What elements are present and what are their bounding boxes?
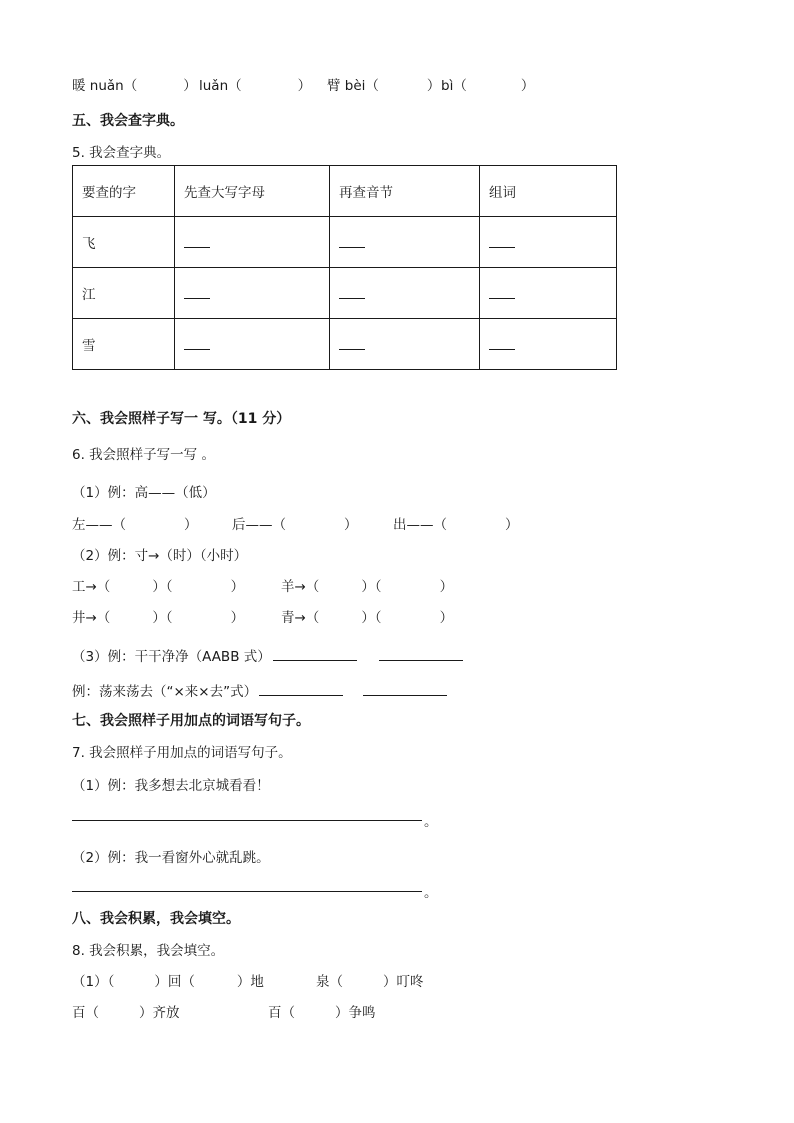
section-5-heading: 五、我会查字典。: [72, 113, 184, 129]
answer-blank[interactable]: [363, 683, 447, 696]
section-8-heading: 八、我会积累，我会填空。: [72, 911, 240, 927]
pinyin-item: bì（ ）: [441, 78, 535, 94]
pinyin-item: 臂 bèi（ ）: [327, 78, 441, 94]
answer-blank[interactable]: [175, 268, 330, 319]
table-header-cell: 组词: [480, 166, 617, 217]
example-1: （1）例：高——（低）: [72, 485, 216, 501]
table-row: [73, 217, 617, 268]
dictionary-table: [72, 165, 617, 370]
question-5: 5. 我会查字典。: [72, 145, 171, 161]
answer-blank[interactable]: [330, 217, 480, 268]
idiom-item[interactable]: （1）（ ）回（ ）地: [72, 974, 264, 990]
answer-blank[interactable]: [480, 268, 617, 319]
question-7: 7. 我会照样子用加点的词语写句子。: [72, 745, 292, 761]
question-8: 8. 我会积累，我会填空。: [72, 943, 225, 959]
period: 。: [424, 814, 438, 830]
example-3: （3）例：干干净净（AABB 式）: [72, 645, 463, 665]
antonym-item[interactable]: 左——（ ）: [72, 517, 198, 533]
answer-blank[interactable]: [330, 319, 480, 370]
char-add-item[interactable]: 工→（ ）（ ）: [72, 579, 245, 595]
answer-blank[interactable]: [273, 648, 357, 661]
section-6-heading: 六、我会照样子写一 写。（11 分）: [72, 411, 291, 427]
table-header-row: [73, 166, 617, 217]
table-header-cell: 先查大写字母: [175, 166, 330, 217]
pinyin-item: 暖 nuǎn（: [72, 78, 138, 94]
answer-line[interactable]: [72, 891, 422, 892]
example-2: （2）例：寸→（时）（小时）: [72, 548, 248, 564]
answer-blank[interactable]: [330, 268, 480, 319]
char-add-item[interactable]: 羊→（ ）（ ）: [281, 579, 454, 595]
idiom-item[interactable]: 百（ ）争鸣: [268, 1005, 376, 1021]
section-7-heading: 七、我会照样子用加点的词语写句子。: [72, 713, 310, 729]
lookup-char: 飞: [73, 217, 175, 268]
table-header-cell: 要查的字: [73, 166, 175, 217]
antonym-item[interactable]: 后——（ ）: [232, 517, 358, 533]
lookup-char: 江: [73, 268, 175, 319]
char-add-item[interactable]: 青→（ ）（ ）: [281, 610, 454, 626]
example-3b: 例：荡来荡去（“×来×去”式）: [72, 680, 447, 700]
sentence-example-1: （1）例：我多想去北京城看看！: [72, 778, 270, 794]
antonym-item[interactable]: 出——（ ）: [393, 517, 519, 533]
idiom-item[interactable]: 泉（ ）叮咚: [316, 974, 424, 990]
answer-blank[interactable]: [259, 683, 343, 696]
answer-blank[interactable]: [480, 217, 617, 268]
answer-blank[interactable]: [175, 217, 330, 268]
table-row: [73, 268, 617, 319]
lookup-char: 雪: [73, 319, 175, 370]
pinyin-line: 暖 nuǎn（ ）: [72, 78, 197, 94]
char-add-item[interactable]: 井→（ ）（ ）: [72, 610, 245, 626]
pinyin-item: luǎn（ ）: [199, 78, 312, 94]
table-header-cell: 再查音节: [330, 166, 480, 217]
answer-line[interactable]: [72, 820, 422, 821]
answer-blank[interactable]: [175, 319, 330, 370]
sentence-example-2: （2）例：我一看窗外心就乱跳。: [72, 850, 270, 866]
idiom-item[interactable]: 百（ ）齐放: [72, 1005, 180, 1021]
table-row: [73, 319, 617, 370]
answer-blank[interactable]: [379, 648, 463, 661]
period: 。: [424, 885, 438, 901]
question-6: 6. 我会照样子写一写 。: [72, 447, 215, 463]
answer-blank[interactable]: [480, 319, 617, 370]
